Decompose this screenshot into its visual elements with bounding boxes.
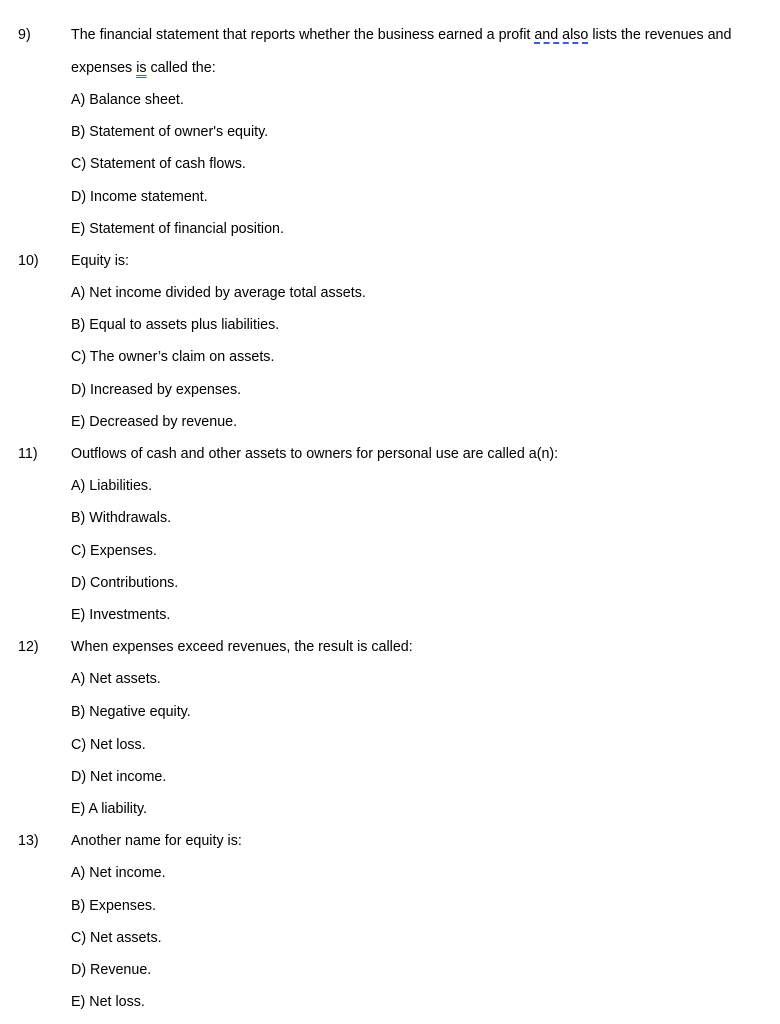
option: [0, 122, 780, 142]
option: [0, 992, 780, 1012]
question-12: [0, 637, 780, 657]
question-stem: Another name for equity is:: [71, 833, 242, 849]
option-text: A) Balance sheet.: [71, 92, 184, 108]
option-text: C) Statement of cash flows.: [71, 156, 246, 172]
option-text: B) Statement of owner's equity.: [71, 124, 269, 140]
question-stem: Equity is:: [71, 253, 130, 269]
option-text: D) Income statement.: [71, 189, 208, 205]
option: [0, 896, 780, 916]
option: [0, 187, 780, 207]
option: [0, 735, 780, 755]
option: [0, 928, 780, 948]
option-text: B) Equal to assets plus liabilities.: [71, 317, 280, 333]
option-text: E) Net loss.: [71, 994, 145, 1010]
option: [0, 154, 780, 174]
grammar-flag: and also: [534, 27, 589, 43]
option: [0, 573, 780, 593]
option: [0, 412, 780, 432]
stem-text: called the:: [146, 60, 216, 76]
stem-text: The financial statement that reports whether the business earned a profit: [71, 27, 535, 43]
question-10: [0, 251, 780, 271]
question-number: 10): [18, 253, 39, 269]
option-text: A) Net income.: [71, 865, 166, 881]
question-stem: [71, 25, 731, 45]
option-text: E) A liability.: [71, 801, 148, 817]
stem-text: lists the revenues and: [588, 27, 732, 43]
question-13: [0, 831, 780, 851]
option-text: B) Negative equity.: [71, 704, 191, 720]
option-text: C) Net loss.: [71, 737, 146, 753]
option-text: E) Investments.: [71, 607, 171, 623]
option: [0, 767, 780, 787]
question-9-continued: [0, 58, 780, 78]
option: [0, 508, 780, 528]
option: [0, 476, 780, 496]
option-text: D) Increased by expenses.: [71, 382, 242, 398]
question-number: 11): [18, 446, 38, 462]
option-text: E) Statement of financial position.: [71, 221, 284, 237]
option: [0, 605, 780, 625]
option-text: E) Decreased by revenue.: [71, 414, 238, 430]
question-stem: When expenses exceed revenues, the result is called:: [71, 639, 413, 655]
question-11: [0, 444, 780, 464]
option: [0, 380, 780, 400]
question-stem: Outflows of cash and other assets to owners for personal use are called a(n):: [71, 446, 559, 462]
option: [0, 541, 780, 561]
option: [0, 863, 780, 883]
option-text: A) Net income divided by average total assets.: [71, 285, 366, 301]
option-text: D) Revenue.: [71, 962, 152, 978]
option: [0, 315, 780, 335]
option: [0, 283, 780, 303]
option: [0, 347, 780, 367]
option: [0, 669, 780, 689]
option-text: A) Net assets.: [71, 671, 161, 687]
option: [0, 960, 780, 980]
option-text: C) Net assets.: [71, 930, 162, 946]
question-stem: [71, 58, 216, 78]
grammar-flag: is: [136, 60, 147, 76]
option-text: C) Expenses.: [71, 543, 157, 559]
option-text: A) Liabilities.: [71, 478, 153, 494]
stem-text: expenses: [71, 60, 137, 76]
option: [0, 90, 780, 110]
option: [0, 219, 780, 239]
question-9: [0, 25, 780, 45]
option-text: D) Net income.: [71, 769, 167, 785]
question-number: 12): [18, 639, 39, 655]
option-text: B) Withdrawals.: [71, 510, 172, 526]
option: [0, 799, 780, 819]
option-text: D) Contributions.: [71, 575, 179, 591]
option: [0, 702, 780, 722]
question-number: 9): [18, 27, 31, 43]
option-text: B) Expenses.: [71, 898, 157, 914]
question-number: 13): [18, 833, 39, 849]
option-text: C) The owner’s claim on assets.: [71, 349, 275, 365]
